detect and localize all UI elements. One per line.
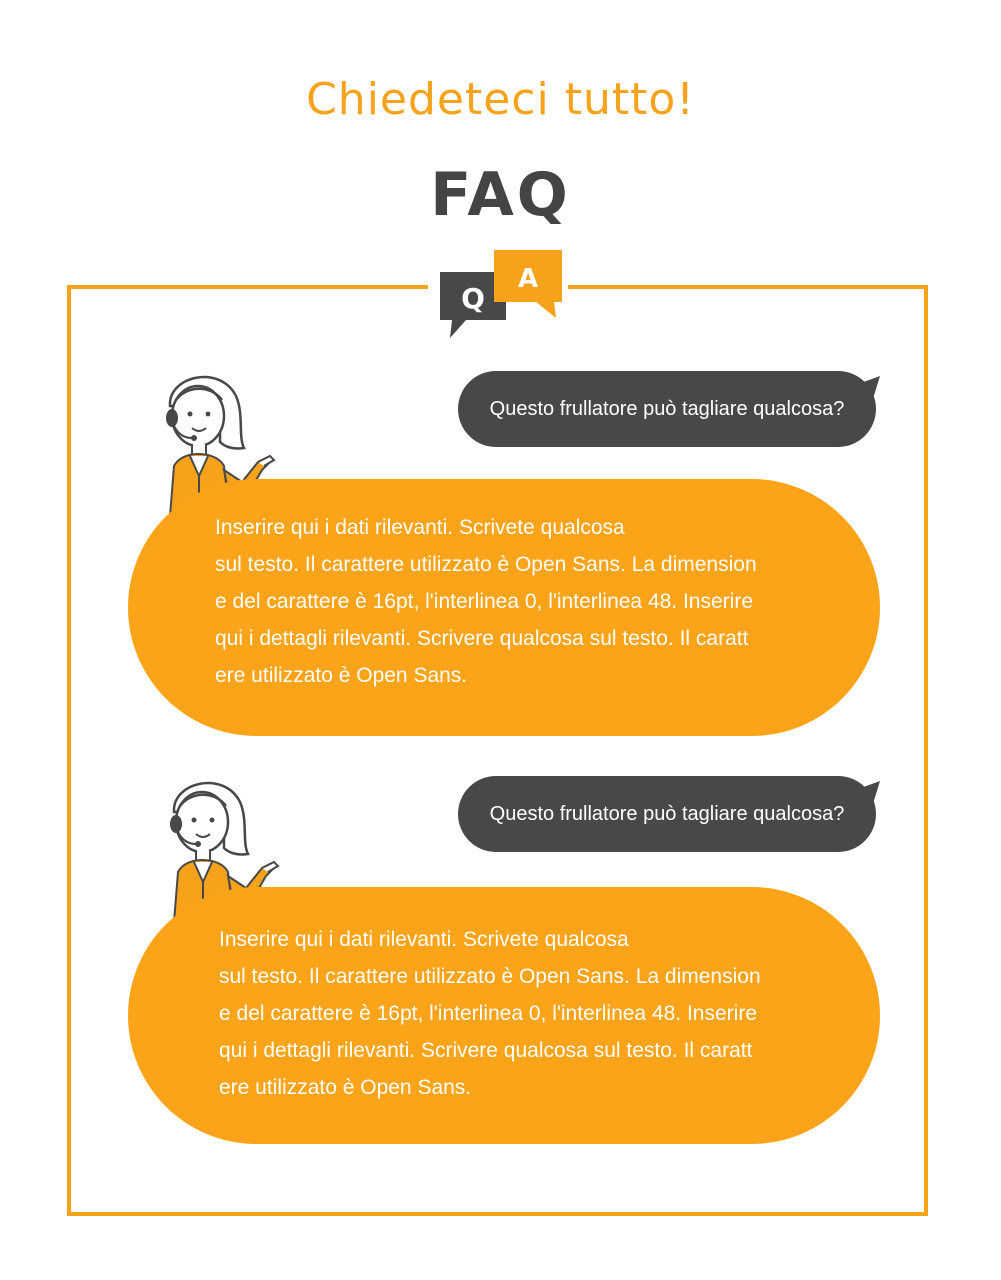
faq-question-bubble (458, 371, 876, 447)
faq-answer-text (219, 921, 761, 1106)
answer-line: Inserire qui i dati rilevanti. Scrivete qualcosa (219, 928, 629, 951)
answer-line: sul testo. Il carattere utilizzato è Open Sans. La dimension (215, 553, 757, 576)
faq-answer-bubble (128, 479, 880, 736)
faq-answer-bubble (128, 887, 880, 1144)
faq-question-bubble (458, 776, 876, 852)
q-letter: Q (461, 282, 485, 315)
faq-answer-text (215, 509, 757, 694)
answer-line: qui i dettagli rilevanti. Scrivere qualcosa sul testo. Il caratt (219, 1039, 753, 1062)
answer-line: ere utilizzato è Open Sans. (219, 1076, 472, 1099)
question-bubble-tail (858, 374, 884, 404)
answer-line: e del carattere è 16pt, l'interlinea 0, l'interlinea 48. Inserire (215, 590, 753, 613)
page-subtitle: Chiedeteci tutto! (306, 74, 695, 125)
a-letter: A (517, 264, 539, 294)
qa-icon (436, 246, 568, 342)
answer-line: Inserire qui i dati rilevanti. Scrivete qualcosa (215, 516, 625, 539)
answer-line: ere utilizzato è Open Sans. (215, 664, 468, 687)
page-title: FAQ (430, 160, 571, 230)
answer-line: e del carattere è 16pt, l'interlinea 0, l'interlinea 48. Inserire (219, 1002, 757, 1025)
question-bubble-tail (858, 779, 884, 809)
answer-line: sul testo. Il carattere utilizzato è Open Sans. La dimension (219, 965, 761, 988)
faq-question-text: Questo frullatore può tagliare qualcosa? (489, 802, 845, 825)
answer-line: qui i dettagli rilevanti. Scrivere qualcosa sul testo. Il caratt (215, 627, 749, 650)
faq-question-text: Questo frullatore può tagliare qualcosa? (489, 397, 845, 420)
